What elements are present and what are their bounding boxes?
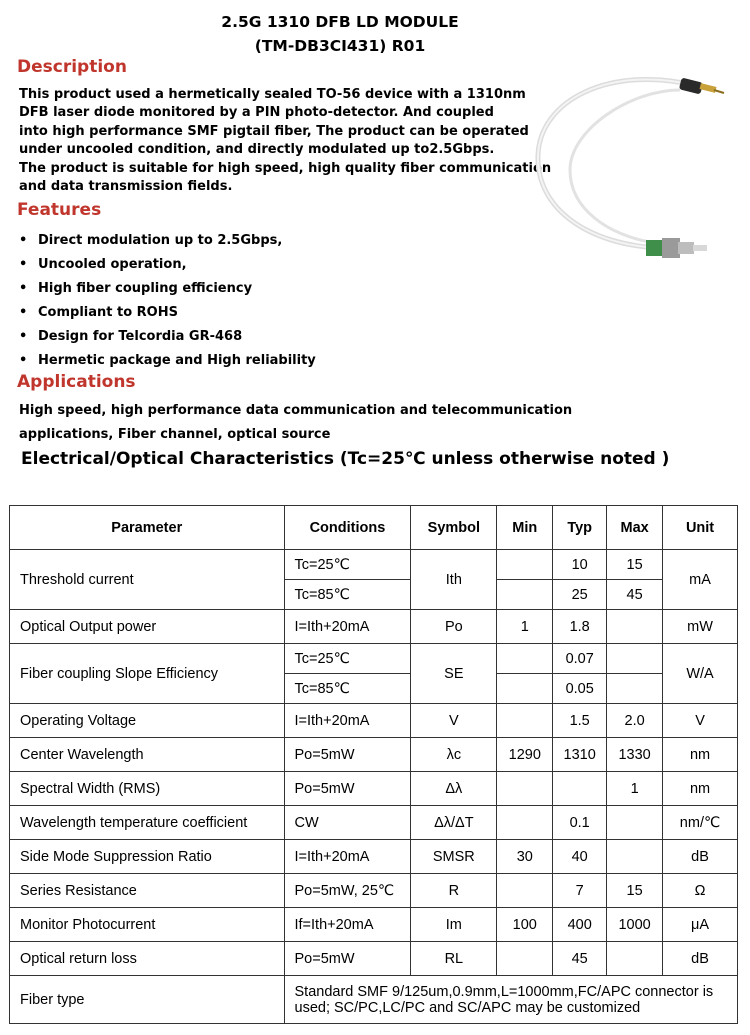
table-row xyxy=(10,610,738,644)
header-min: Min xyxy=(497,506,553,550)
feature-item xyxy=(19,348,316,372)
cell-unit: mA xyxy=(663,550,738,610)
cell-parameter: Optical return loss xyxy=(10,942,285,976)
table-row xyxy=(10,550,738,580)
features-list xyxy=(19,228,316,372)
description-heading: Description xyxy=(17,57,127,77)
table-row xyxy=(10,644,738,674)
table-row xyxy=(10,806,738,840)
fc-connector-icon xyxy=(646,238,707,258)
applications-text xyxy=(19,399,572,447)
cell-typ: 1310 xyxy=(553,738,607,772)
feature-text: Direct modulation up to 2.5Gbps, xyxy=(38,232,283,248)
cell-unit: dB xyxy=(663,840,738,874)
cell-min xyxy=(497,580,553,610)
bullet-icon: • xyxy=(19,280,28,296)
cell-unit: nm/℃ xyxy=(663,806,738,840)
description-line: into high performance SMF pigtail fiber, The product can be operated xyxy=(19,123,529,139)
cell-unit: nm xyxy=(663,738,738,772)
applications-line: applications, Fiber channel, optical source xyxy=(19,427,331,442)
cell-condition: Po=5mW, 25℃ xyxy=(284,874,411,908)
cell-max: 15 xyxy=(607,550,663,580)
feature-text: Compliant to ROHS xyxy=(38,304,178,320)
table-row xyxy=(10,738,738,772)
cell-parameter: Optical Output power xyxy=(10,610,285,644)
cell-unit: Ω xyxy=(663,874,738,908)
feature-text: Design for Telcordia GR-468 xyxy=(38,328,243,344)
cell-typ: 10 xyxy=(553,550,607,580)
table-row xyxy=(10,942,738,976)
cell-condition: Tc=25℃ xyxy=(284,644,411,674)
feature-item xyxy=(19,300,316,324)
cell-parameter: Wavelength temperature coefficient xyxy=(10,806,285,840)
cell-min xyxy=(497,772,553,806)
cell-unit: nm xyxy=(663,772,738,806)
description-line: This product used a hermetically sealed TO-56 device with a 1310nm xyxy=(19,87,526,102)
cell-condition: Tc=85℃ xyxy=(284,674,411,704)
cell-typ xyxy=(553,772,607,806)
feature-text: Uncooled operation, xyxy=(38,256,187,272)
cell-parameter: Spectral Width (RMS) xyxy=(10,772,285,806)
cell-parameter: Operating Voltage xyxy=(10,704,285,738)
table-row xyxy=(10,840,738,874)
cell-max xyxy=(607,644,663,674)
cell-parameter: Monitor Photocurrent xyxy=(10,908,285,942)
characteristics-heading: Electrical/Optical Characteristics (Tc=25℃ unless otherwise noted ) xyxy=(21,449,670,469)
cell-min xyxy=(497,550,553,580)
cell-min xyxy=(497,942,553,976)
table-row xyxy=(10,908,738,942)
cell-parameter: Fiber type xyxy=(10,976,285,1024)
cell-typ: 45 xyxy=(553,942,607,976)
cell-unit: μA xyxy=(663,908,738,942)
description-text xyxy=(19,86,552,196)
cell-symbol: R xyxy=(411,874,497,908)
table-row xyxy=(10,772,738,806)
cell-max: 15 xyxy=(607,874,663,908)
feature-item xyxy=(19,276,316,300)
header-max: Max xyxy=(607,506,663,550)
characteristics-table xyxy=(9,505,738,1024)
cell-typ: 400 xyxy=(553,908,607,942)
cell-condition: Tc=25℃ xyxy=(284,550,411,580)
feature-item xyxy=(19,252,316,276)
cell-max xyxy=(607,674,663,704)
cell-unit: W/A xyxy=(663,644,738,704)
features-heading: Features xyxy=(17,200,102,220)
cell-min: 1 xyxy=(497,610,553,644)
cell-unit: dB xyxy=(663,942,738,976)
fiber-pigtail-image xyxy=(530,60,730,265)
title-line-2: (TM-DB3CI431) R01 xyxy=(254,37,426,55)
bullet-icon: • xyxy=(19,304,28,320)
cell-fiber-type: Standard SMF 9/125um,0.9mm,L=1000mm,FC/APC connector is used; SC/PC,LC/PC and SC/APC may be customized xyxy=(284,976,738,1024)
cell-symbol: Δλ/ΔT xyxy=(411,806,497,840)
cell-condition: Po=5mW xyxy=(284,942,411,976)
cell-parameter: Side Mode Suppression Ratio xyxy=(10,840,285,874)
description-line: under uncooled condition, and directly modulated up to2.5Gbps. xyxy=(19,142,495,158)
cell-typ: 0.05 xyxy=(553,674,607,704)
table-row xyxy=(10,704,738,738)
cell-parameter: Fiber coupling Slope Efficiency xyxy=(10,644,285,704)
cell-condition: I=Ith+20mA xyxy=(284,610,411,644)
cell-max xyxy=(607,942,663,976)
description-line: and data transmission fields. xyxy=(19,179,233,195)
cell-typ: 0.07 xyxy=(553,644,607,674)
cell-unit: V xyxy=(663,704,738,738)
cell-max: 1000 xyxy=(607,908,663,942)
cell-typ: 40 xyxy=(553,840,607,874)
cell-max: 1330 xyxy=(607,738,663,772)
cell-condition: CW xyxy=(284,806,411,840)
cell-max: 45 xyxy=(607,580,663,610)
feature-text: Hermetic package and High reliability xyxy=(38,352,316,368)
header-symbol: Symbol xyxy=(411,506,497,550)
cell-typ: 7 xyxy=(553,874,607,908)
feature-text: High fiber coupling efficiency xyxy=(38,280,253,296)
cell-symbol: SE xyxy=(411,644,497,704)
cell-condition: Po=5mW xyxy=(284,772,411,806)
cell-min xyxy=(497,674,553,704)
table-row xyxy=(10,874,738,908)
bullet-icon: • xyxy=(19,232,28,248)
cell-condition: I=Ith+20mA xyxy=(284,840,411,874)
cell-min: 30 xyxy=(497,840,553,874)
bullet-icon: • xyxy=(19,328,28,344)
cell-typ: 25 xyxy=(553,580,607,610)
cell-symbol: Im xyxy=(411,908,497,942)
cell-min xyxy=(497,874,553,908)
cell-condition: Tc=85℃ xyxy=(284,580,411,610)
header-typ: Typ xyxy=(553,506,607,550)
cell-symbol: Δλ xyxy=(411,772,497,806)
document-title xyxy=(180,10,500,58)
cell-symbol: Po xyxy=(411,610,497,644)
cell-symbol: Ith xyxy=(411,550,497,610)
cell-max: 1 xyxy=(607,772,663,806)
cell-condition: If=Ith+20mA xyxy=(284,908,411,942)
cell-typ: 1.8 xyxy=(553,610,607,644)
title-line-1: 2.5G 1310 DFB LD MODULE xyxy=(221,13,459,31)
header-conditions: Conditions xyxy=(284,506,411,550)
feature-item xyxy=(19,324,316,348)
cell-condition: Po=5mW xyxy=(284,738,411,772)
cell-min xyxy=(497,704,553,738)
cell-typ: 0.1 xyxy=(553,806,607,840)
cell-unit: mW xyxy=(663,610,738,644)
cell-symbol: λc xyxy=(411,738,497,772)
bullet-icon: • xyxy=(19,352,28,368)
cell-min: 100 xyxy=(497,908,553,942)
description-line: DFB laser diode monitored by a PIN photo-detector. And coupled xyxy=(19,105,494,121)
cell-max xyxy=(607,840,663,874)
cell-max: 2.0 xyxy=(607,704,663,738)
applications-line: High speed, high performance data communication and telecommunication xyxy=(19,403,573,418)
laser-module-icon xyxy=(679,78,724,95)
cell-typ: 1.5 xyxy=(553,704,607,738)
cell-parameter: Threshold current xyxy=(10,550,285,610)
cell-condition: I=Ith+20mA xyxy=(284,704,411,738)
cell-parameter: Series Resistance xyxy=(10,874,285,908)
cell-min: 1290 xyxy=(497,738,553,772)
cell-symbol: SMSR xyxy=(411,840,497,874)
bullet-icon: • xyxy=(19,256,28,272)
table-row xyxy=(10,976,738,1024)
cell-min xyxy=(497,806,553,840)
applications-heading: Applications xyxy=(17,372,136,392)
table-header-row xyxy=(10,506,738,550)
header-parameter: Parameter xyxy=(10,506,285,550)
cell-max xyxy=(607,806,663,840)
cell-min xyxy=(497,644,553,674)
cell-max xyxy=(607,610,663,644)
cell-symbol: V xyxy=(411,704,497,738)
description-line: The product is suitable for high speed, high quality fiber communication xyxy=(19,160,552,176)
feature-item xyxy=(19,228,316,252)
cell-symbol: RL xyxy=(411,942,497,976)
cell-parameter: Center Wavelength xyxy=(10,738,285,772)
header-unit: Unit xyxy=(663,506,738,550)
